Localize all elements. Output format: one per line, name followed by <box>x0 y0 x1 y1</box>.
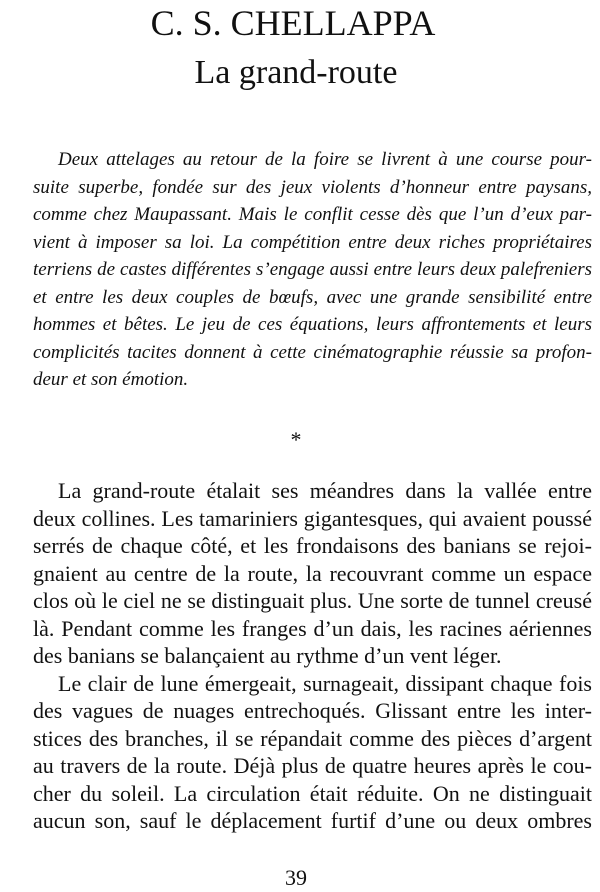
text-line: au travers de la route. Déjà plus de quatre heures après le cou- <box>33 753 592 778</box>
intro-line: suite superbe, fondée sur des jeux violents d’honneur entre paysans, <box>33 176 592 198</box>
intro-paragraph <box>33 146 592 394</box>
intro-line: deur et son émotion. <box>33 369 189 390</box>
text-line: gnaient au centre de la route, la recouvrant comme un espace <box>33 560 592 586</box>
body-paragraph <box>33 477 592 670</box>
text-line: des vagues de nuages entrechoqués. Glissant entre les inter- <box>33 698 592 723</box>
intro-line: hommes et bêtes. Le jeu de ces équations, leurs affrontements et leurs <box>33 314 592 335</box>
text-line: stices des branches, il se répandait comme des pièces d’argent <box>33 725 592 751</box>
text-line: La grand-route étalait ses méandres dans la vallée entre <box>58 478 592 503</box>
story-text <box>33 477 592 835</box>
body-paragraph <box>33 670 592 835</box>
text-line: deux collines. Les tamariniers gigantesques, qui avaient poussé <box>33 505 592 531</box>
author-name: C. S. CHELLAPPA <box>150 3 436 43</box>
text-line: là. Pendant comme les franges d’un dais, les racines aériennes <box>33 615 592 641</box>
text-line: Le clair de lune émergeait, surnageait, dissipant chaque fois <box>58 670 592 696</box>
text-line: clos où le ciel ne se distinguait plus. Une sorte de tunnel creusé <box>33 588 592 613</box>
text-line: des banians se balançaient au rythme d’un vent léger. <box>33 643 502 668</box>
text-line: cher du soleil. La circulation était réduite. On ne distinguait <box>33 780 592 806</box>
intro-line: Deux attelages au retour de la foire se livrent à une course pour- <box>58 149 592 170</box>
intro-line: complicités tacites donnent à cette cinématographie réussie sa profon- <box>33 341 592 363</box>
text-line: aucun son, sauf le déplacement furtif d’une ou deux ombres <box>33 808 592 833</box>
story-title: La grand-route <box>194 54 398 91</box>
intro-line: vient à imposer sa loi. La compétition entre deux riches propriétaires <box>33 231 592 253</box>
text-line: serrés de chaque côté, et les frondaisons des banians se rejoi- <box>33 533 592 558</box>
section-separator-asterisk: * <box>290 427 302 452</box>
intro-line: comme chez Maupassant. Mais le conflit cesse dès que l’un d’eux par- <box>33 204 592 225</box>
intro-line: terriens de castes différentes s’engage aussi entre leurs deux palefreniers <box>33 259 592 280</box>
intro-line: et entre les deux couples de bœufs, avec une grande sensibilité entre <box>33 286 592 308</box>
page-number: 39 <box>285 865 307 890</box>
